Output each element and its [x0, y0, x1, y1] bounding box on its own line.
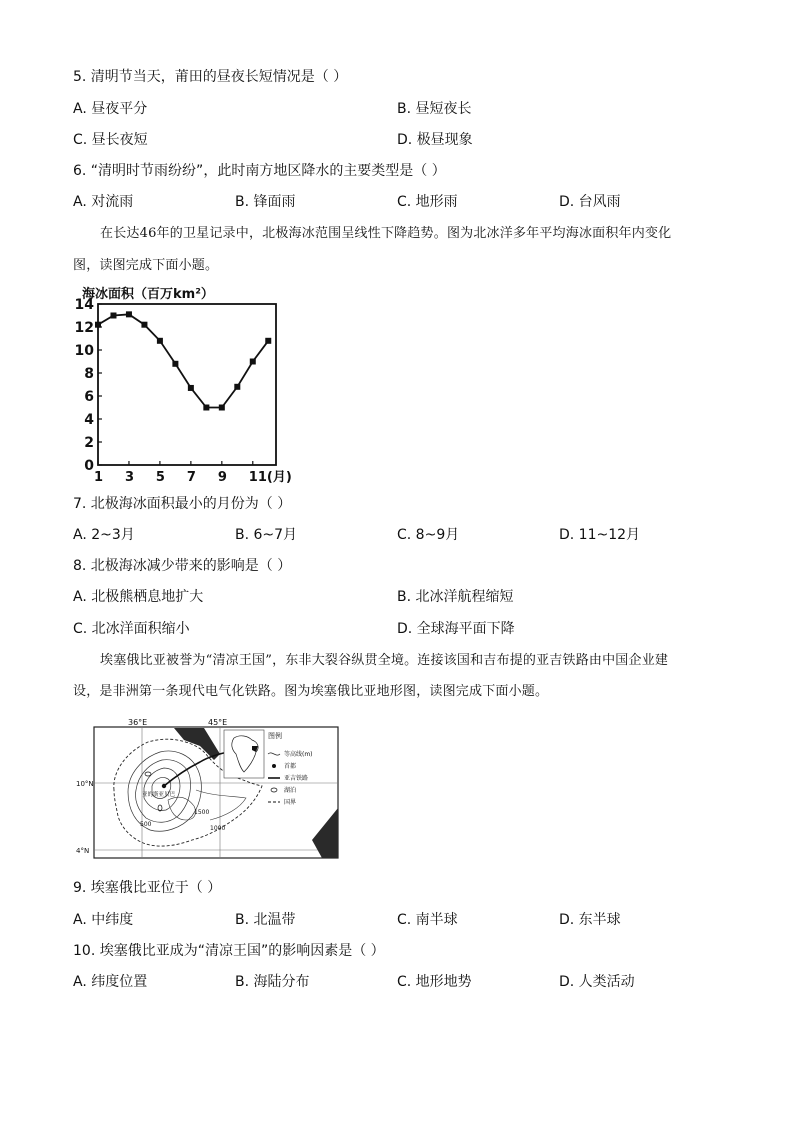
capital-marker	[162, 784, 166, 788]
lon-label-36e: 36°E	[128, 718, 148, 727]
question-7-stem: 7. 北极海冰面积最小的月份为（ ）	[73, 496, 292, 512]
ethiopia-topographic-map	[76, 716, 366, 864]
contour-label-1500: 1500	[194, 809, 210, 816]
data-point-month-1	[95, 322, 101, 328]
series-line	[98, 314, 268, 407]
q9-option-b: B. 北温带	[235, 912, 296, 928]
legend-item-contour: 等高线(m)	[284, 751, 313, 758]
question-8-stem: 8. 北极海冰减少带来的影响是（ ）	[73, 558, 292, 574]
passage-2-line-1: 埃塞俄比亚被誉为“清凉王国”，东非大裂谷纵贯全境。连接该国和吉布提的亚吉铁路由中国企业建	[100, 653, 669, 668]
legend-title: 图例	[268, 732, 282, 740]
y-tick-label: 12	[74, 320, 94, 336]
data-point-month-10	[234, 384, 240, 390]
q8-option-d: D. 全球海平面下降	[397, 621, 515, 637]
q5-option-c: C. 昼长夜短	[73, 132, 148, 148]
data-point-month-3	[126, 311, 132, 317]
q6-option-a: A. 对流雨	[73, 194, 134, 210]
q10-option-b: B. 海陆分布	[235, 974, 310, 990]
q5-option-d: D. 极昼现象	[397, 132, 473, 148]
inset-locator-frame	[224, 730, 264, 778]
q6-option-c: C. 地形雨	[397, 194, 458, 210]
x-tick-label: 1	[94, 470, 104, 485]
q10-option-c: C. 地形地势	[397, 974, 472, 990]
y-tick-label: 14	[74, 297, 94, 313]
map-frame	[94, 727, 338, 858]
passage-2-line-2: 设，是非洲第一条现代电气化铁路。图为埃塞俄比亚地形图，读图完成下面小题。	[73, 684, 549, 699]
q8-option-c: C. 北冰洋面积缩小	[73, 621, 190, 637]
sea-ice-area-chart	[74, 282, 292, 488]
legend-capital-icon	[272, 764, 276, 768]
lat-label-4n: 4°N	[76, 847, 90, 855]
data-point-month-8	[203, 405, 209, 411]
q8-option-a: A. 北极熊栖息地扩大	[73, 589, 204, 605]
legend-item-railway: 亚吉铁路	[284, 775, 309, 782]
question-5-stem: 5. 清明节当天，莆田的昼夜长短情况是（ ）	[73, 69, 348, 85]
q9-option-a: A. 中纬度	[73, 912, 134, 928]
q10-option-d: D. 人类活动	[559, 974, 635, 990]
legend-item-capital: 首都	[284, 763, 297, 770]
data-point-month-12	[265, 338, 271, 344]
q7-option-d: D. 11~12月	[559, 527, 641, 543]
x-tick-label: 5	[155, 470, 165, 485]
q9-option-c: C. 南半球	[397, 912, 458, 928]
x-tick-label: 7	[186, 470, 196, 485]
x-tick-label: 9	[217, 470, 227, 485]
y-tick-label: 0	[84, 458, 94, 474]
lat-label-10n: 10°N	[76, 780, 94, 788]
q6-option-d: D. 台风雨	[559, 194, 621, 210]
q9-option-d: D. 东半球	[559, 912, 621, 928]
contour-label-1000: 1000	[210, 825, 226, 832]
q7-option-c: C. 8~9月	[397, 527, 460, 543]
passage-1-line-2: 图，读图完成下面小题。	[73, 258, 219, 273]
q6-option-b: B. 锋面雨	[235, 194, 296, 210]
question-10-stem: 10. 埃塞俄比亚成为“清凉王国”的影响因素是（ ）	[73, 943, 385, 959]
chart-title: 海冰面积（百万km²）	[82, 287, 214, 302]
chart-plot-frame	[98, 304, 276, 465]
place-label-addis-ababa: 亚的斯亚贝巴	[142, 792, 176, 798]
contour-label-500: 500	[140, 821, 152, 828]
data-point-month-9	[219, 405, 225, 411]
y-tick-label: 10	[74, 343, 94, 359]
question-6-stem: 6. “清明时节雨纷纷”，此时南方地区降水的主要类型是（ ）	[73, 163, 446, 179]
q5-option-a: A. 昼夜平分	[73, 101, 148, 117]
data-point-month-2	[110, 313, 116, 319]
data-point-month-4	[141, 322, 147, 328]
y-tick-label: 4	[84, 412, 94, 428]
y-tick-label: 6	[84, 389, 94, 405]
data-point-month-7	[188, 385, 194, 391]
legend-item-border: 国界	[284, 799, 297, 806]
question-9-stem: 9. 埃塞俄比亚位于（ ）	[73, 880, 222, 896]
x-tick-label: 3	[124, 470, 135, 485]
lon-label-45e: 45°E	[208, 718, 228, 727]
q7-option-a: A. 2~3月	[73, 527, 135, 543]
passage-1-line-1: 在长达46年的卫星记录中，北极海冰范围呈线性下降趋势。图为北冰洋多年平均海冰面积年内变化	[100, 226, 672, 241]
data-point-month-5	[157, 338, 163, 344]
q8-option-b: B. 北冰洋航程缩短	[397, 589, 514, 605]
y-tick-label: 2	[84, 435, 94, 451]
data-point-month-11	[250, 359, 256, 365]
data-point-month-6	[172, 361, 178, 367]
legend-item-lake: 湖泊	[284, 787, 297, 794]
y-tick-label: 8	[84, 366, 94, 382]
q7-option-b: B. 6~7月	[235, 527, 298, 543]
q5-option-b: B. 昼短夜长	[397, 101, 472, 117]
q10-option-a: A. 纬度位置	[73, 974, 148, 990]
x-tick-label: 11(月)	[248, 470, 292, 485]
